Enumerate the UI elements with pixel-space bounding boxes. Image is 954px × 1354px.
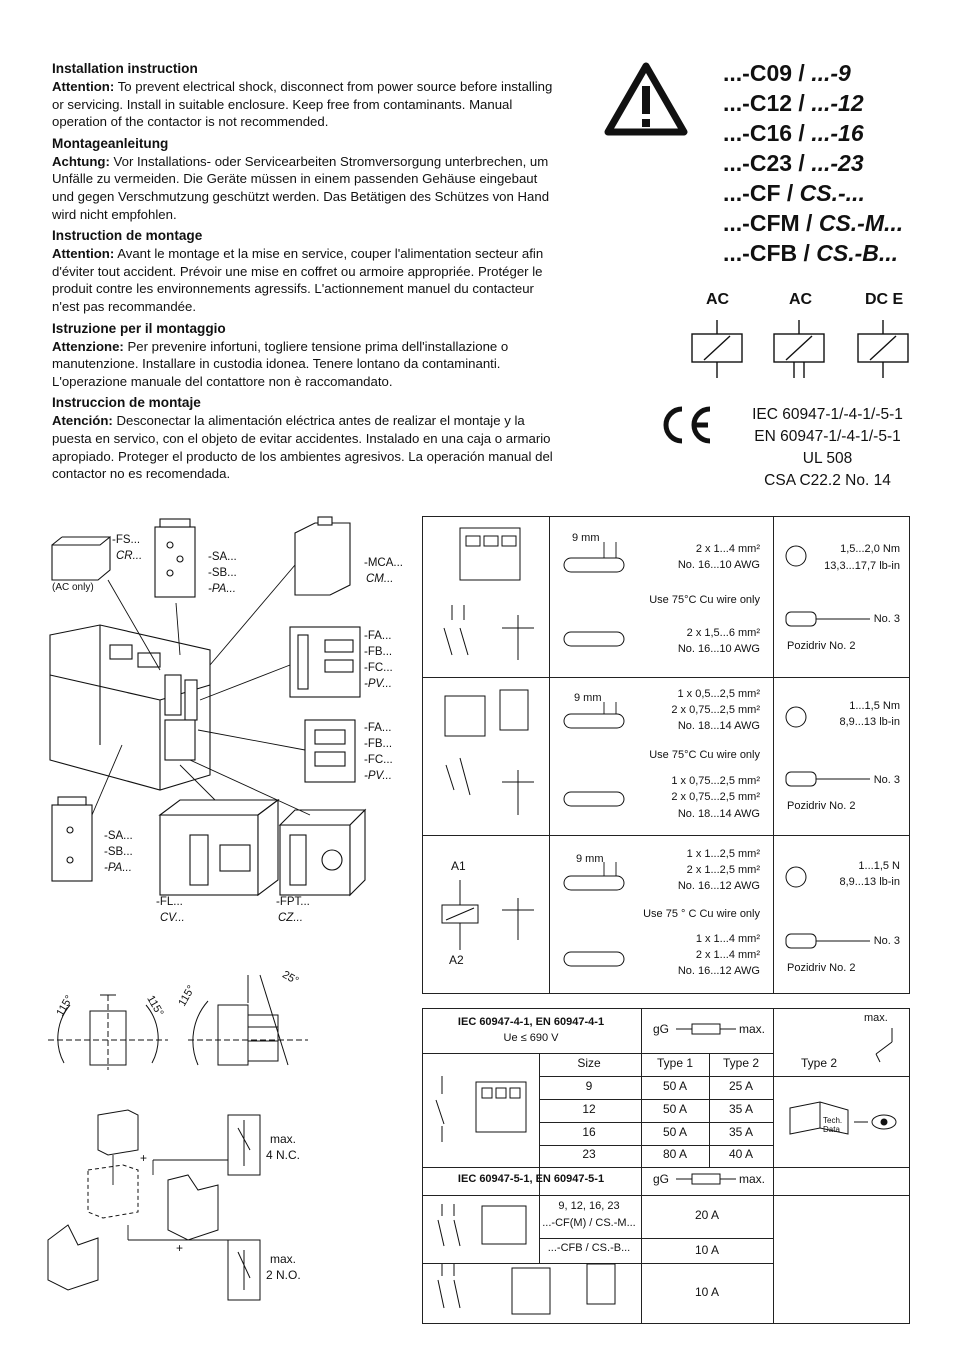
wire-spec: 1 x 1...2,5 mm²	[686, 848, 760, 860]
wire-spec: 2 x 0,75...2,5 mm²	[671, 791, 760, 803]
wire-note: Use 75 ° C Cu wire only	[643, 908, 760, 920]
coil-label-ac2: AC	[789, 291, 813, 308]
model-item: ...-C16 / ...-16	[723, 120, 864, 146]
instruction-es	[52, 394, 562, 482]
instruction-text: To prevent electrical shock, disconnect from power source before installing or servicing. Install in suitable enclosure. Keep free from contaminants. Manual operation of the contactor is not recommended.	[52, 79, 553, 130]
aux-fuse-3: 10 A	[694, 1285, 720, 1299]
aux-model-1: 9, 12, 16, 23	[558, 1200, 620, 1212]
label-fc1: -FC...	[364, 662, 393, 674]
coil-label-dc: DC E	[865, 291, 904, 308]
standard-item: CSA C22.2 No. 14	[764, 472, 891, 489]
fuse-voltage: Ue ≤ 690 V	[503, 1032, 559, 1044]
size-cell: 16	[582, 1125, 596, 1139]
model-item: ...-CFM / CS.-M...	[723, 210, 904, 236]
fuse-header-1: IEC 60947-4-1, EN 60947-4-1	[457, 1016, 605, 1028]
size-cell: 12	[582, 1102, 596, 1116]
instruction-text: Per prevenire infortuni, togliere tensione prima dell'installazione o manutenzione. Installare in custodia idonea. Tenere lontano da contaminanti. L'operazione manuale del contattore non è raccomandato.	[52, 338, 509, 389]
pozidriv-label: Pozidriv No. 2	[787, 962, 856, 974]
label-cz: CZ...	[278, 912, 303, 924]
label-fpt: -FPT...	[276, 896, 310, 908]
label-pa1: -PA...	[208, 583, 236, 595]
fuse-max-label-2: max.	[864, 1012, 888, 1024]
nc-count-label: 4 N.C.	[266, 1148, 301, 1162]
label-pv2: -PV...	[364, 770, 392, 782]
torque-spec: 8,9...13 lb-in	[839, 716, 900, 728]
type1-cell: 50 A	[662, 1125, 688, 1139]
wire-spec: No. 16...10 AWG	[677, 559, 760, 571]
instruction-fr	[52, 227, 562, 315]
coil-terminal-a2: A2	[449, 953, 464, 967]
col-size: Size	[577, 1056, 601, 1070]
wire-spec: 1 x 1...4 mm²	[695, 933, 760, 945]
label-mca: -MCA...	[364, 557, 403, 569]
type1-cell: 50 A	[662, 1102, 688, 1116]
instruction-title: Montageanleitung	[52, 135, 169, 151]
aux-model-1b: ...-CF(M) / CS.-M...	[542, 1217, 636, 1229]
wire-spec: No. 16...12 AWG	[677, 880, 760, 892]
coil-label-ac1: AC	[706, 291, 730, 308]
col-type2: Type 2	[722, 1056, 760, 1070]
label-fa1: -FA...	[364, 630, 392, 642]
instruction-text: Avant le montage et la mise en service, couper l'alimentation secteur afin d'éviter tout accident. Prévoir une mise en coffret ou armoire appropriée. Protéger le produit contre les environnements agressifs. L'actionnement manuel du contacteur n'est pas recommandée.	[52, 246, 544, 314]
plus-label-2: +	[176, 1241, 184, 1255]
pozidriv-label: Pozidriv No. 2	[787, 640, 856, 652]
col-type2-breaker: Type 2	[800, 1056, 838, 1070]
label-cr: CR...	[116, 550, 143, 562]
wire-spec: 2 x 1...2,5 mm²	[686, 864, 760, 876]
torque-spec: 13,3...17,7 lb-in	[824, 560, 900, 572]
fuse-max-label: max.	[739, 1022, 766, 1036]
torque-spec: 1,5...2,0 Nm	[840, 543, 900, 555]
model-item: ...-CFB / CS.-B...	[723, 240, 899, 266]
screwdriver-size: No. 3	[873, 774, 900, 786]
instruction-it	[52, 320, 562, 391]
warning-icon	[604, 62, 688, 136]
size-cell: 23	[582, 1147, 596, 1161]
label-fs: -FS...	[112, 534, 141, 546]
instruction-title: Instruction de montage	[52, 228, 203, 244]
label-sb2: -SB...	[104, 846, 133, 858]
no-count-label: 2 N.O.	[266, 1268, 301, 1282]
wire-spec: 2 x 1...4 mm²	[695, 949, 760, 961]
model-item: ...-CF / CS.-...	[723, 180, 865, 206]
label-sb1: -SB...	[208, 567, 237, 579]
wire-spec: 1 x 0,5...2,5 mm²	[677, 688, 760, 700]
wire-spec: 1 x 0,75...2,5 mm²	[671, 775, 760, 787]
wire-spec: 2 x 1...4 mm²	[695, 543, 760, 555]
angle-label-4: 25°	[280, 968, 301, 988]
contactor-fuse-icon	[430, 1070, 536, 1150]
installation-instructions	[52, 60, 562, 487]
fuse-icon	[676, 1022, 736, 1036]
type2-cell: 40 A	[728, 1147, 754, 1161]
instruction-lead: Attention:	[52, 79, 115, 94]
torque-spec: 1...1,5 Nm	[849, 700, 900, 712]
aux-model-2: ...-CFB / CS.-B...	[547, 1242, 631, 1254]
fuse-icon	[676, 1172, 736, 1186]
angle-label-3: 115°	[176, 983, 198, 1009]
type1-cell: 80 A	[662, 1147, 688, 1161]
fuse-header-2: IEC 60947-5-1, EN 60947-5-1	[457, 1173, 605, 1185]
wire-spec: 2 x 0,75...2,5 mm²	[671, 704, 760, 716]
instruction-title: Instruccion de montaje	[52, 395, 201, 411]
angle-label-2: 115°	[144, 993, 166, 1019]
wire-note: Use 75°C Cu wire only	[649, 749, 760, 761]
max-no-label: max.	[270, 1252, 297, 1266]
label-fc2: -FC...	[364, 754, 393, 766]
ce-mark-icon	[658, 405, 716, 445]
instruction-lead: Attention:	[52, 246, 115, 262]
standard-item: EN 60947-1/-4-1/-5-1	[754, 428, 901, 445]
label-cm: CM...	[366, 573, 394, 585]
strip-length-2: 9 mm	[574, 692, 602, 704]
fuse-gg-label-2: gG	[653, 1172, 670, 1186]
max-nc-label: max.	[270, 1132, 297, 1146]
instruction-lead: Achtung:	[52, 153, 110, 169]
label-cv: CV...	[160, 912, 185, 924]
instruction-de	[52, 135, 562, 223]
instruction-text: Desconectar la alimentación eléctrica antes de realizar el montaje y la puesta en servico, con el objeto de evitar accidentes. Instalado en una caja o armario apropiado. Proteger el producto de los ambientes agresivos. La operación manual del contactor no es recomendada.	[52, 413, 553, 482]
standards-list	[735, 404, 920, 492]
model-item: ...-C23 / ...-23	[723, 150, 864, 176]
aux-fuse-2: 10 A	[694, 1243, 720, 1257]
standard-item: UL 508	[802, 450, 853, 467]
strip-length-1: 9 mm	[572, 532, 600, 544]
model-list	[723, 58, 903, 268]
wire-spec: No. 16...10 AWG	[677, 643, 760, 655]
type2-cell: 35 A	[728, 1102, 754, 1116]
model-item: ...-C12 / ...-12	[723, 90, 864, 116]
coil-terminal-a1: A1	[451, 859, 466, 873]
instruction-title: Istruzione per il montaggio	[52, 320, 226, 336]
coil-symbols-icon	[690, 320, 920, 382]
label-ac-only: (AC only)	[52, 582, 94, 593]
label-fb1: -FB...	[364, 646, 393, 658]
breaker-icon	[866, 1028, 896, 1064]
wire-spec: No. 18...14 AWG	[677, 720, 760, 732]
aux-contact-icons	[432, 1200, 536, 1320]
wire-spec: 2 x 1,5...6 mm²	[686, 627, 760, 639]
instruction-text: Vor Installations- oder Servicearbeiten Stromversorgung unterbrechen, um Unfälle zu vermeiden. Die Geräte müssen in einem passenden Gehäuse eingebaut und gegen Verschmutzung geschützt werden. Das Betätigen des Schützes von Hand wird nicht empfohlen.	[52, 153, 550, 222]
label-pv1: -PV...	[364, 678, 392, 690]
instruction-en	[52, 60, 562, 131]
wire-spec: No. 16...12 AWG	[677, 965, 760, 977]
label-fb2: -FB...	[364, 738, 393, 750]
label-sa1: -SA...	[208, 551, 237, 563]
col-type1: Type 1	[656, 1056, 694, 1070]
label-pa2: -PA...	[104, 862, 132, 874]
wire-spec: No. 18...14 AWG	[677, 808, 760, 820]
instruction-title: Installation instruction	[52, 61, 198, 76]
angle-label-1: 115°	[54, 993, 76, 1019]
tech-data-label: Tech. Data	[823, 1116, 843, 1134]
torque-spec: 1...1,5 N	[858, 860, 900, 872]
instruction-lead: Attenzione:	[52, 338, 124, 354]
wire-note: Use 75°C Cu wire only	[649, 594, 760, 606]
screwdriver-size: No. 3	[873, 935, 900, 947]
model-item: ...-C09 / ...-9	[723, 60, 851, 86]
label-fa2: -FA...	[364, 722, 392, 734]
type1-cell: 50 A	[662, 1079, 688, 1093]
label-fl: -FL...	[156, 896, 183, 908]
type2-cell: 25 A	[728, 1079, 754, 1093]
aux-fuse-1: 20 A	[694, 1208, 720, 1222]
label-sa2: -SA...	[104, 830, 133, 842]
strip-length-3: 9 mm	[576, 853, 604, 865]
torque-spec: 8,9...13 lb-in	[839, 876, 900, 888]
fuse-gg-label: gG	[653, 1022, 670, 1036]
standard-item: IEC 60947-1/-4-1/-5-1	[752, 406, 903, 423]
size-cell: 9	[585, 1079, 593, 1093]
screwdriver-size: No. 3	[873, 613, 900, 625]
pozidriv-label: Pozidriv No. 2	[787, 800, 856, 812]
fuse-max-label-3: max.	[739, 1172, 766, 1186]
type2-cell: 35 A	[728, 1125, 754, 1139]
instruction-lead: Atención:	[52, 413, 113, 429]
plus-label-1: +	[140, 1151, 148, 1165]
